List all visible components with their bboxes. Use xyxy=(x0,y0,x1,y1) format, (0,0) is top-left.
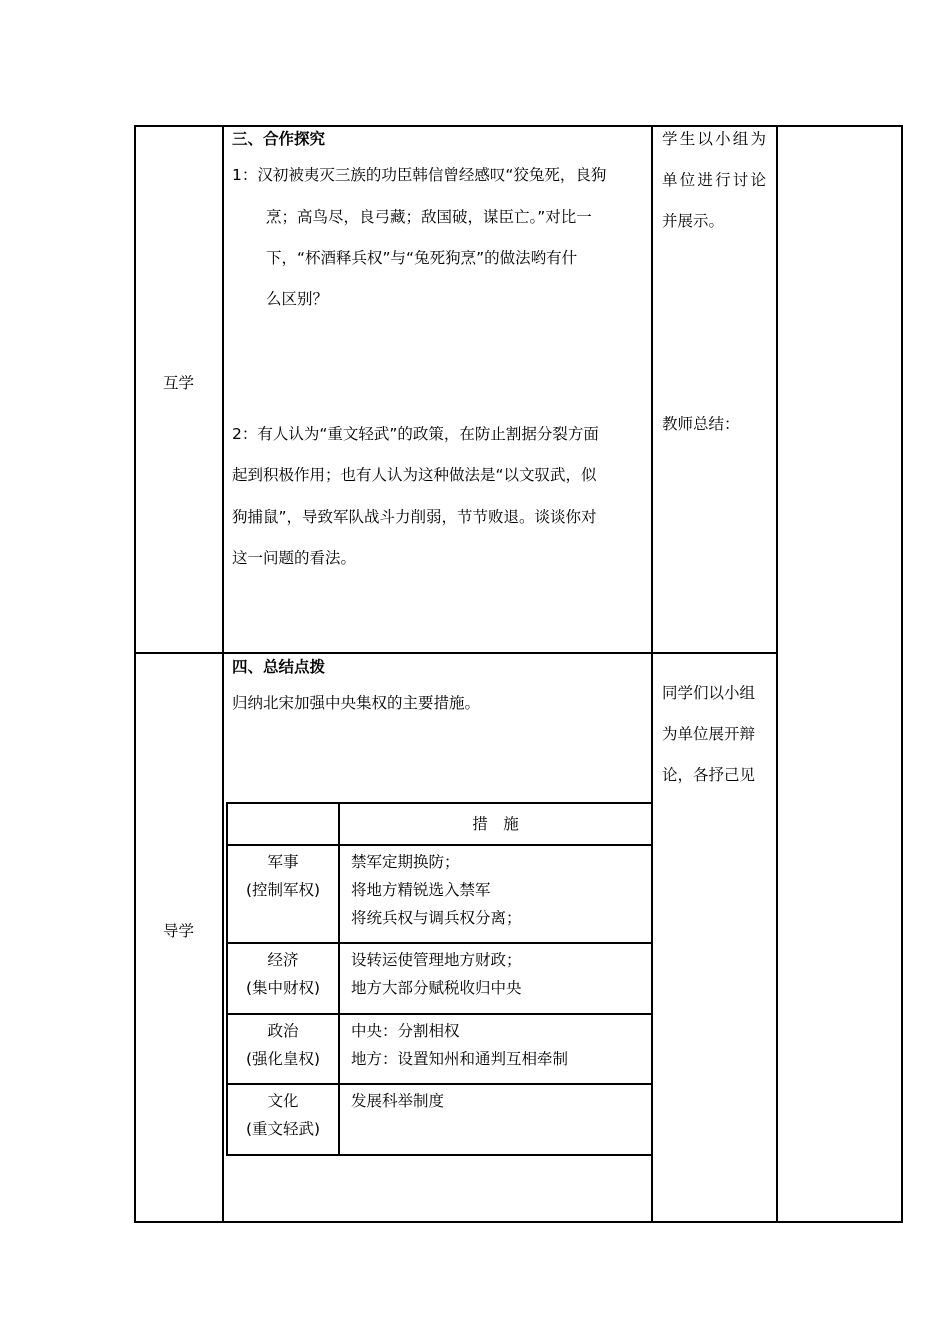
measures-cell xyxy=(339,943,652,1014)
row-label-huxue: 互学 xyxy=(163,374,195,392)
student-activity-line: 为单位展开辩 xyxy=(662,725,756,743)
question-1-line: 么区别？ xyxy=(266,290,329,308)
measure-item: 将统兵权与调兵权分离； xyxy=(351,909,522,927)
column-divider xyxy=(776,125,778,1223)
measures-cell xyxy=(339,1084,652,1155)
question-2-line: 狗捕鼠”，导致军队战斗力削弱，节节败退。谈谈你对 xyxy=(232,508,597,526)
question-2-line: 起到积极作用；也有人认为这种做法是“以文驭武，似 xyxy=(232,466,597,484)
summary-intro: 归纳北宋加强中央集权的主要措施。 xyxy=(232,694,481,712)
table-row xyxy=(227,1014,652,1084)
row-label-daoxue: 导学 xyxy=(163,922,195,940)
question-2-line: 这一问题的看法。 xyxy=(232,549,357,567)
category-name: 政治 xyxy=(267,1022,299,1040)
question-2-line: 2：有人认为“重文轻武”的政策，在防止割据分裂方面 xyxy=(232,425,599,443)
category-cell xyxy=(227,1084,339,1155)
measures-cell xyxy=(339,1014,652,1084)
category-cell xyxy=(227,845,339,943)
table-header-row xyxy=(227,803,652,845)
student-activity-line: 并展示。 xyxy=(662,212,725,230)
section-title-cooperation: 三、合作探究 xyxy=(232,130,326,148)
category-note: (控制军权) xyxy=(245,881,321,899)
category-note: (强化皇权) xyxy=(245,1050,321,1068)
question-1-line: 烹；高鸟尽，良弓藏；敌国破，谋臣亡。”对比一 xyxy=(266,208,592,226)
category-note: (重文轻武) xyxy=(245,1120,321,1138)
student-activity-line: 论，各抒己见 xyxy=(662,766,756,784)
measure-item: 禁军定期换防； xyxy=(351,853,460,871)
header-measures-label: 措 施 xyxy=(472,815,519,833)
header-blank-cell xyxy=(227,803,339,845)
measure-item: 地方大部分赋税收归中央 xyxy=(351,979,522,997)
measure-item: 发展科举制度 xyxy=(351,1092,445,1110)
measure-item: 设转运使管理地方财政； xyxy=(351,951,522,969)
table-row xyxy=(227,1084,652,1155)
measure-item: 中央：分割相权 xyxy=(351,1022,460,1040)
measure-item: 将地方精锐选入禁军 xyxy=(351,881,491,899)
category-cell xyxy=(227,943,339,1014)
category-note: (集中财权) xyxy=(245,979,321,997)
measures-table xyxy=(226,802,653,1156)
student-activity-line: 单位进行讨论 xyxy=(662,171,769,189)
student-activity-line: 学生以小组为 xyxy=(662,130,769,148)
question-1-line: 下，“杯酒释兵权”与“兔死狗烹”的做法哟有什 xyxy=(266,249,578,267)
student-activity-line: 同学们以小组 xyxy=(662,684,756,702)
table-row xyxy=(227,845,652,943)
header-measures-cell xyxy=(339,803,652,845)
category-name: 军事 xyxy=(267,853,299,871)
measure-item: 地方：设置知州和通判互相牵制 xyxy=(351,1050,569,1068)
table-row xyxy=(227,943,652,1014)
question-1-line: 1：汉初被夷灭三族的功臣韩信曾经感叹“狡兔死，良狗 xyxy=(232,166,607,184)
column-divider xyxy=(222,125,224,1223)
row-divider xyxy=(134,652,777,654)
teacher-summary: 教师总结： xyxy=(662,415,740,433)
measures-cell xyxy=(339,845,652,943)
category-name: 经济 xyxy=(267,951,299,969)
category-cell xyxy=(227,1014,339,1084)
section-title-summary: 四、总结点拨 xyxy=(232,658,326,676)
category-name: 文化 xyxy=(267,1092,299,1110)
